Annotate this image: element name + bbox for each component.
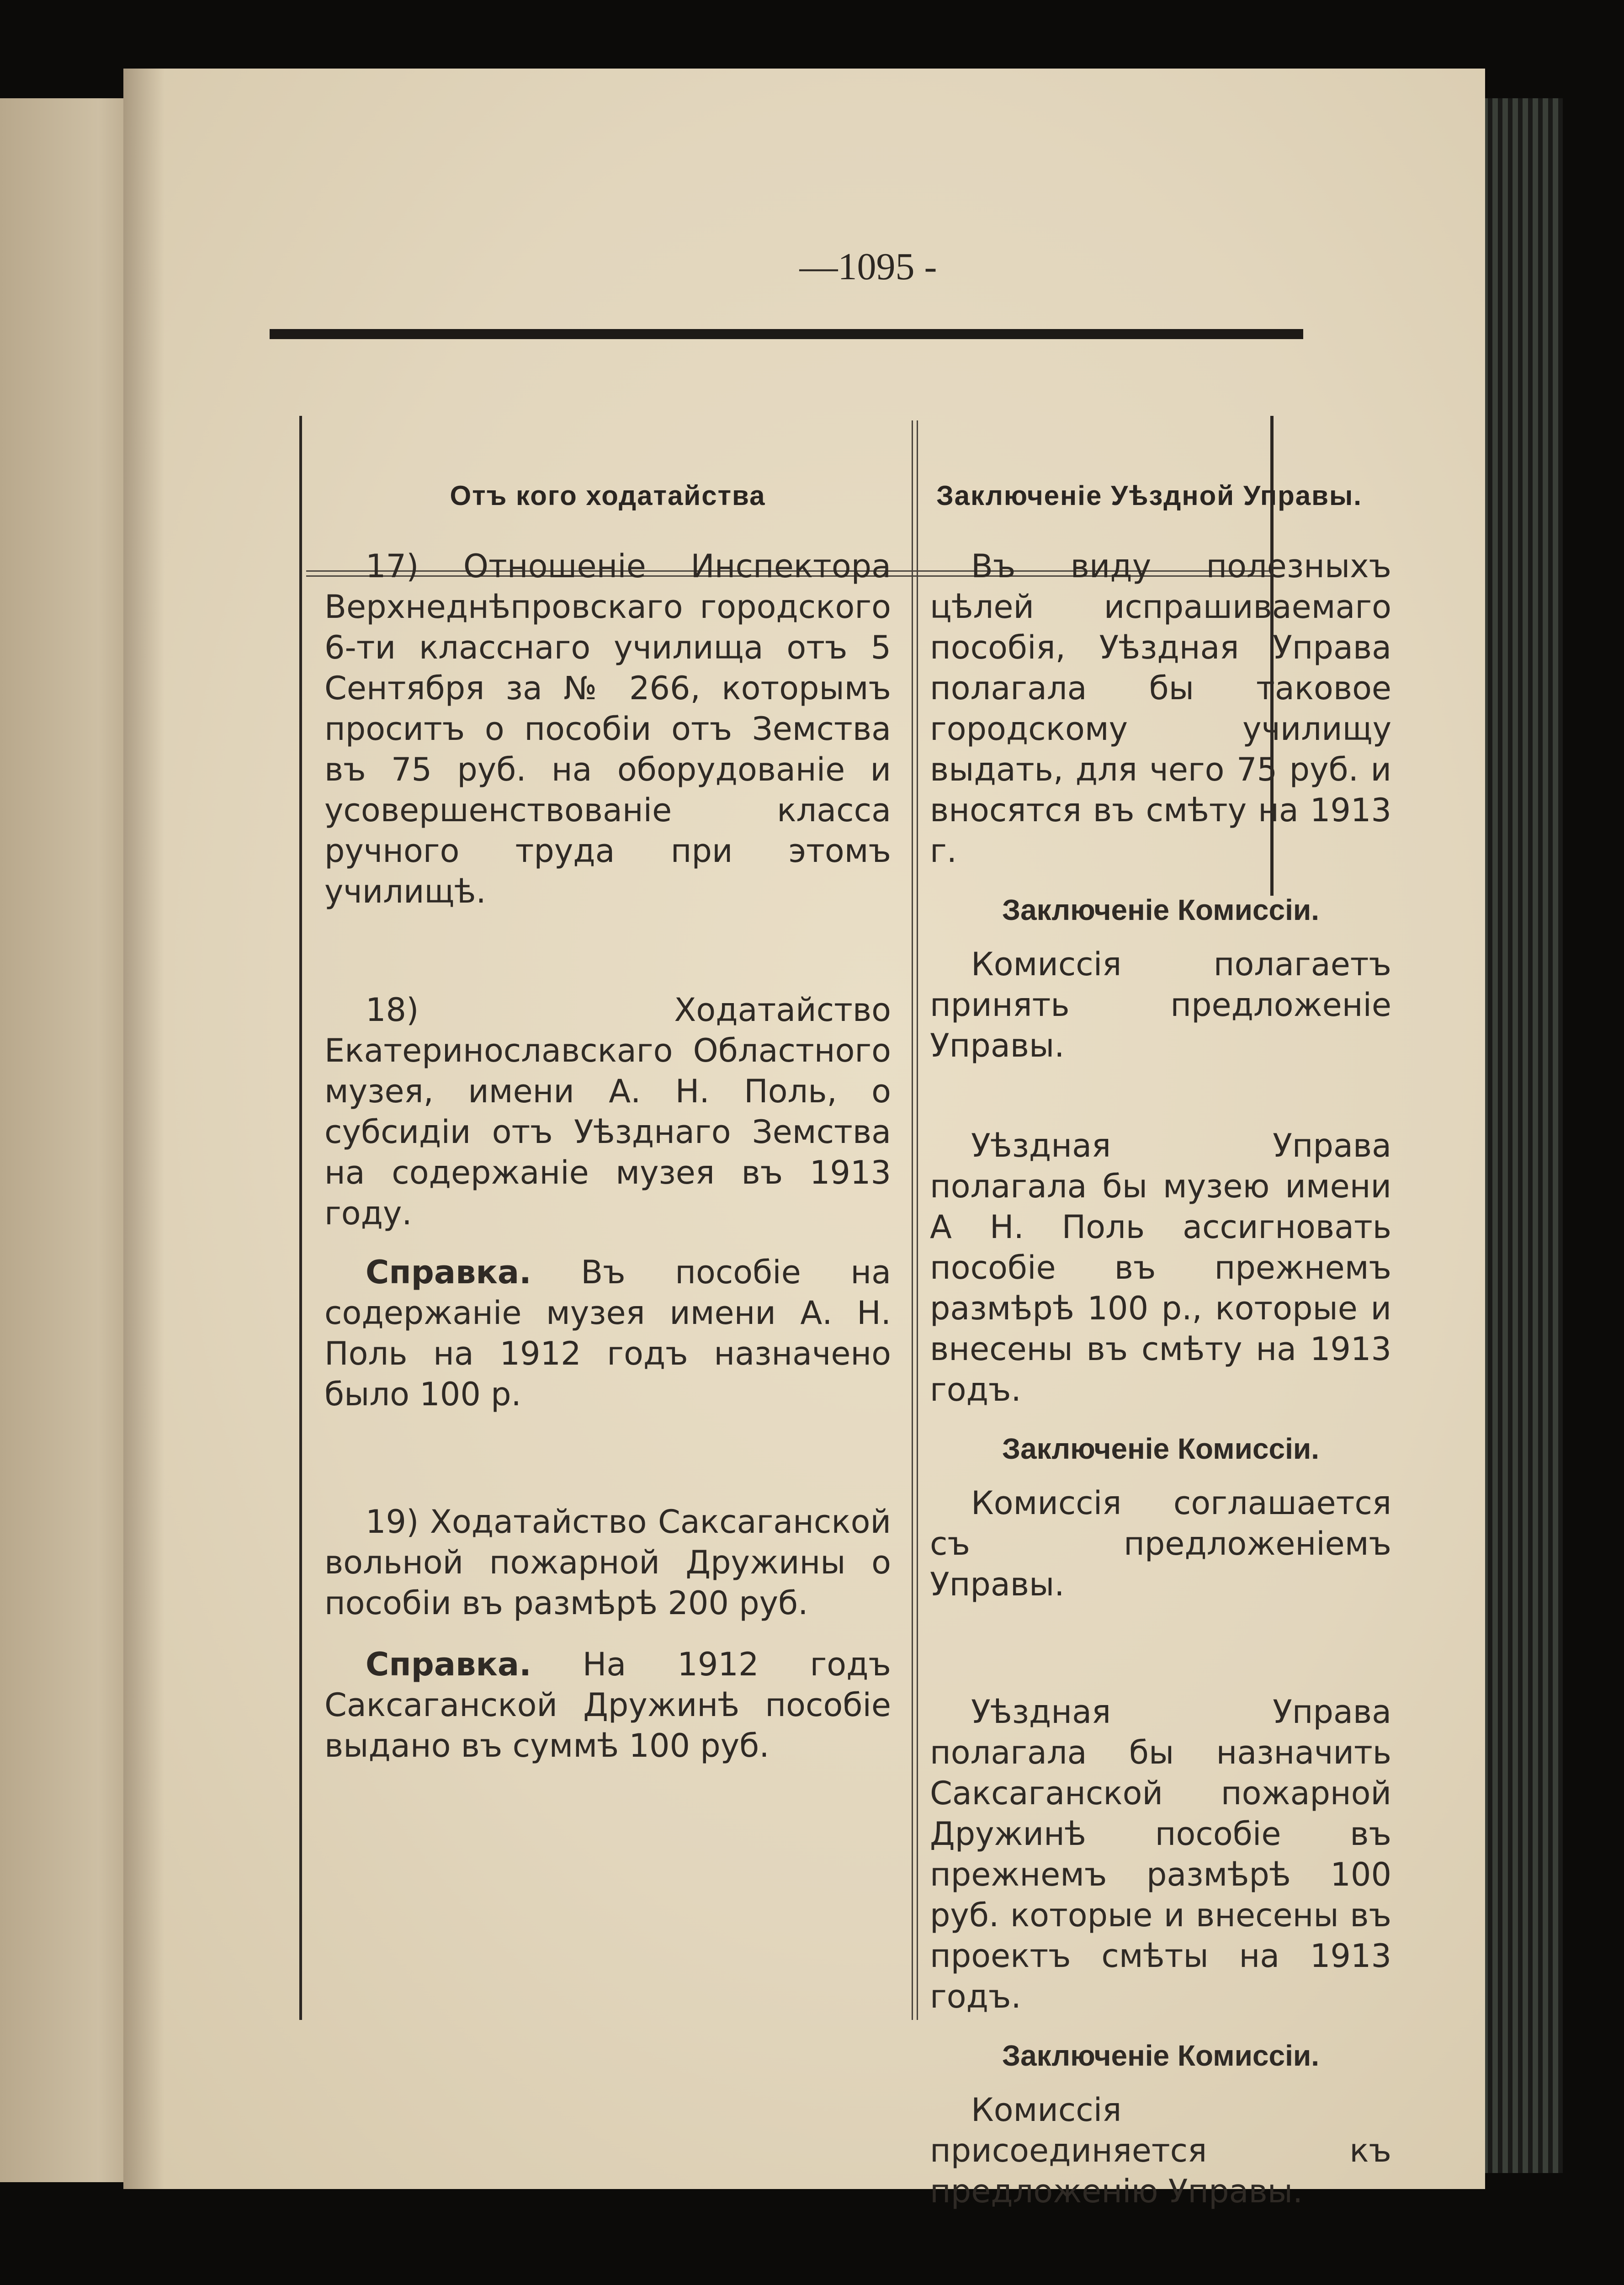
- right-column-header: Заключеніе Уѣздной Управы.: [936, 480, 1362, 511]
- page-number: —1095 -: [799, 245, 937, 288]
- commission-conclusion-17: Комиссія полагаетъ принять предложеніе Управы.: [930, 946, 1391, 1064]
- petition-19: 19) Ходатайство Саксаганской вольной пожарной Дружины о пособіи въ размѣрѣ 200 руб.: [324, 1503, 891, 1622]
- table-left-border: [299, 416, 302, 2020]
- column-divider: [912, 420, 918, 2020]
- reference-18: [324, 1252, 891, 1415]
- petitions-column: [324, 69, 891, 1766]
- commission-heading: Заключеніе Комиссіи.: [1002, 2039, 1320, 2072]
- uprava-conclusion-17: Въ виду полезныхъ цѣлей испрашиваемаго пособія, Уѣздная Управа полагала бы таковое городскому училищу выдать, для чего 75 руб. и вносятся въ смѣту на 1913 г.: [930, 547, 1391, 870]
- document-page: [123, 69, 1485, 2210]
- commission-heading: Заключеніе Комиссіи.: [1002, 1432, 1320, 1465]
- reference-label: Справка.: [366, 1646, 531, 1683]
- commission-heading: Заключеніе Комиссіи.: [1002, 893, 1320, 926]
- reference-19: [324, 1644, 891, 1766]
- petition-18: 18) Ходатайство Екатеринославскаго Областного музея, имени А. Н. Поль, о субсидіи отъ Уѣзднаго Земства на содержаніе музея въ 1913 году.: [324, 991, 891, 1232]
- reference-text: На 1912 годъ Саксаганской Дружинѣ пособіе выдано въ суммѣ 100 руб.: [324, 1646, 891, 1764]
- commission-conclusion-18: Комиссія соглашается съ предложеніемъ Управы.: [930, 1484, 1391, 1603]
- reference-text: Въ пособіе на содержаніе музея имени А. Н. Поль на 1912 годъ назначено было 100 р.: [324, 1254, 891, 1413]
- spine-shadow: [123, 69, 165, 2189]
- uprava-conclusion-19: Уѣздная Управа полагала бы назначить Саксаганской пожарной Дружинѣ пособіе въ прежнемъ размѣрѣ 100 руб. которые и внесены въ проектъ смѣты на 1913 годъ.: [930, 1693, 1391, 2015]
- left-column-header: Отъ кого ходатайства: [450, 480, 766, 511]
- commission-conclusion-19: Комиссія присоединяется къ предложенію Управы.: [930, 2091, 1391, 2210]
- petition-17: 17) Отношеніе Инспектора Верхнеднѣпровскаго городского 6-ти класснаго училища отъ 5 Сентября за № 266, которымъ проситъ о пособіи отъ Земства въ 75 руб. на оборудованіе и усовершенствованіе класса ручного труда при этомъ училищѣ.: [324, 547, 891, 910]
- reference-label: Справка.: [366, 1254, 531, 1291]
- conclusions-column: [930, 69, 1391, 2212]
- uprava-conclusion-18: Уѣздная Управа полагала бы музею имени А Н. Поль ассигновать пособіе въ прежнемъ размѣрѣ 100 р., которые и внесены въ смѣту на 1913 годъ.: [930, 1127, 1391, 1408]
